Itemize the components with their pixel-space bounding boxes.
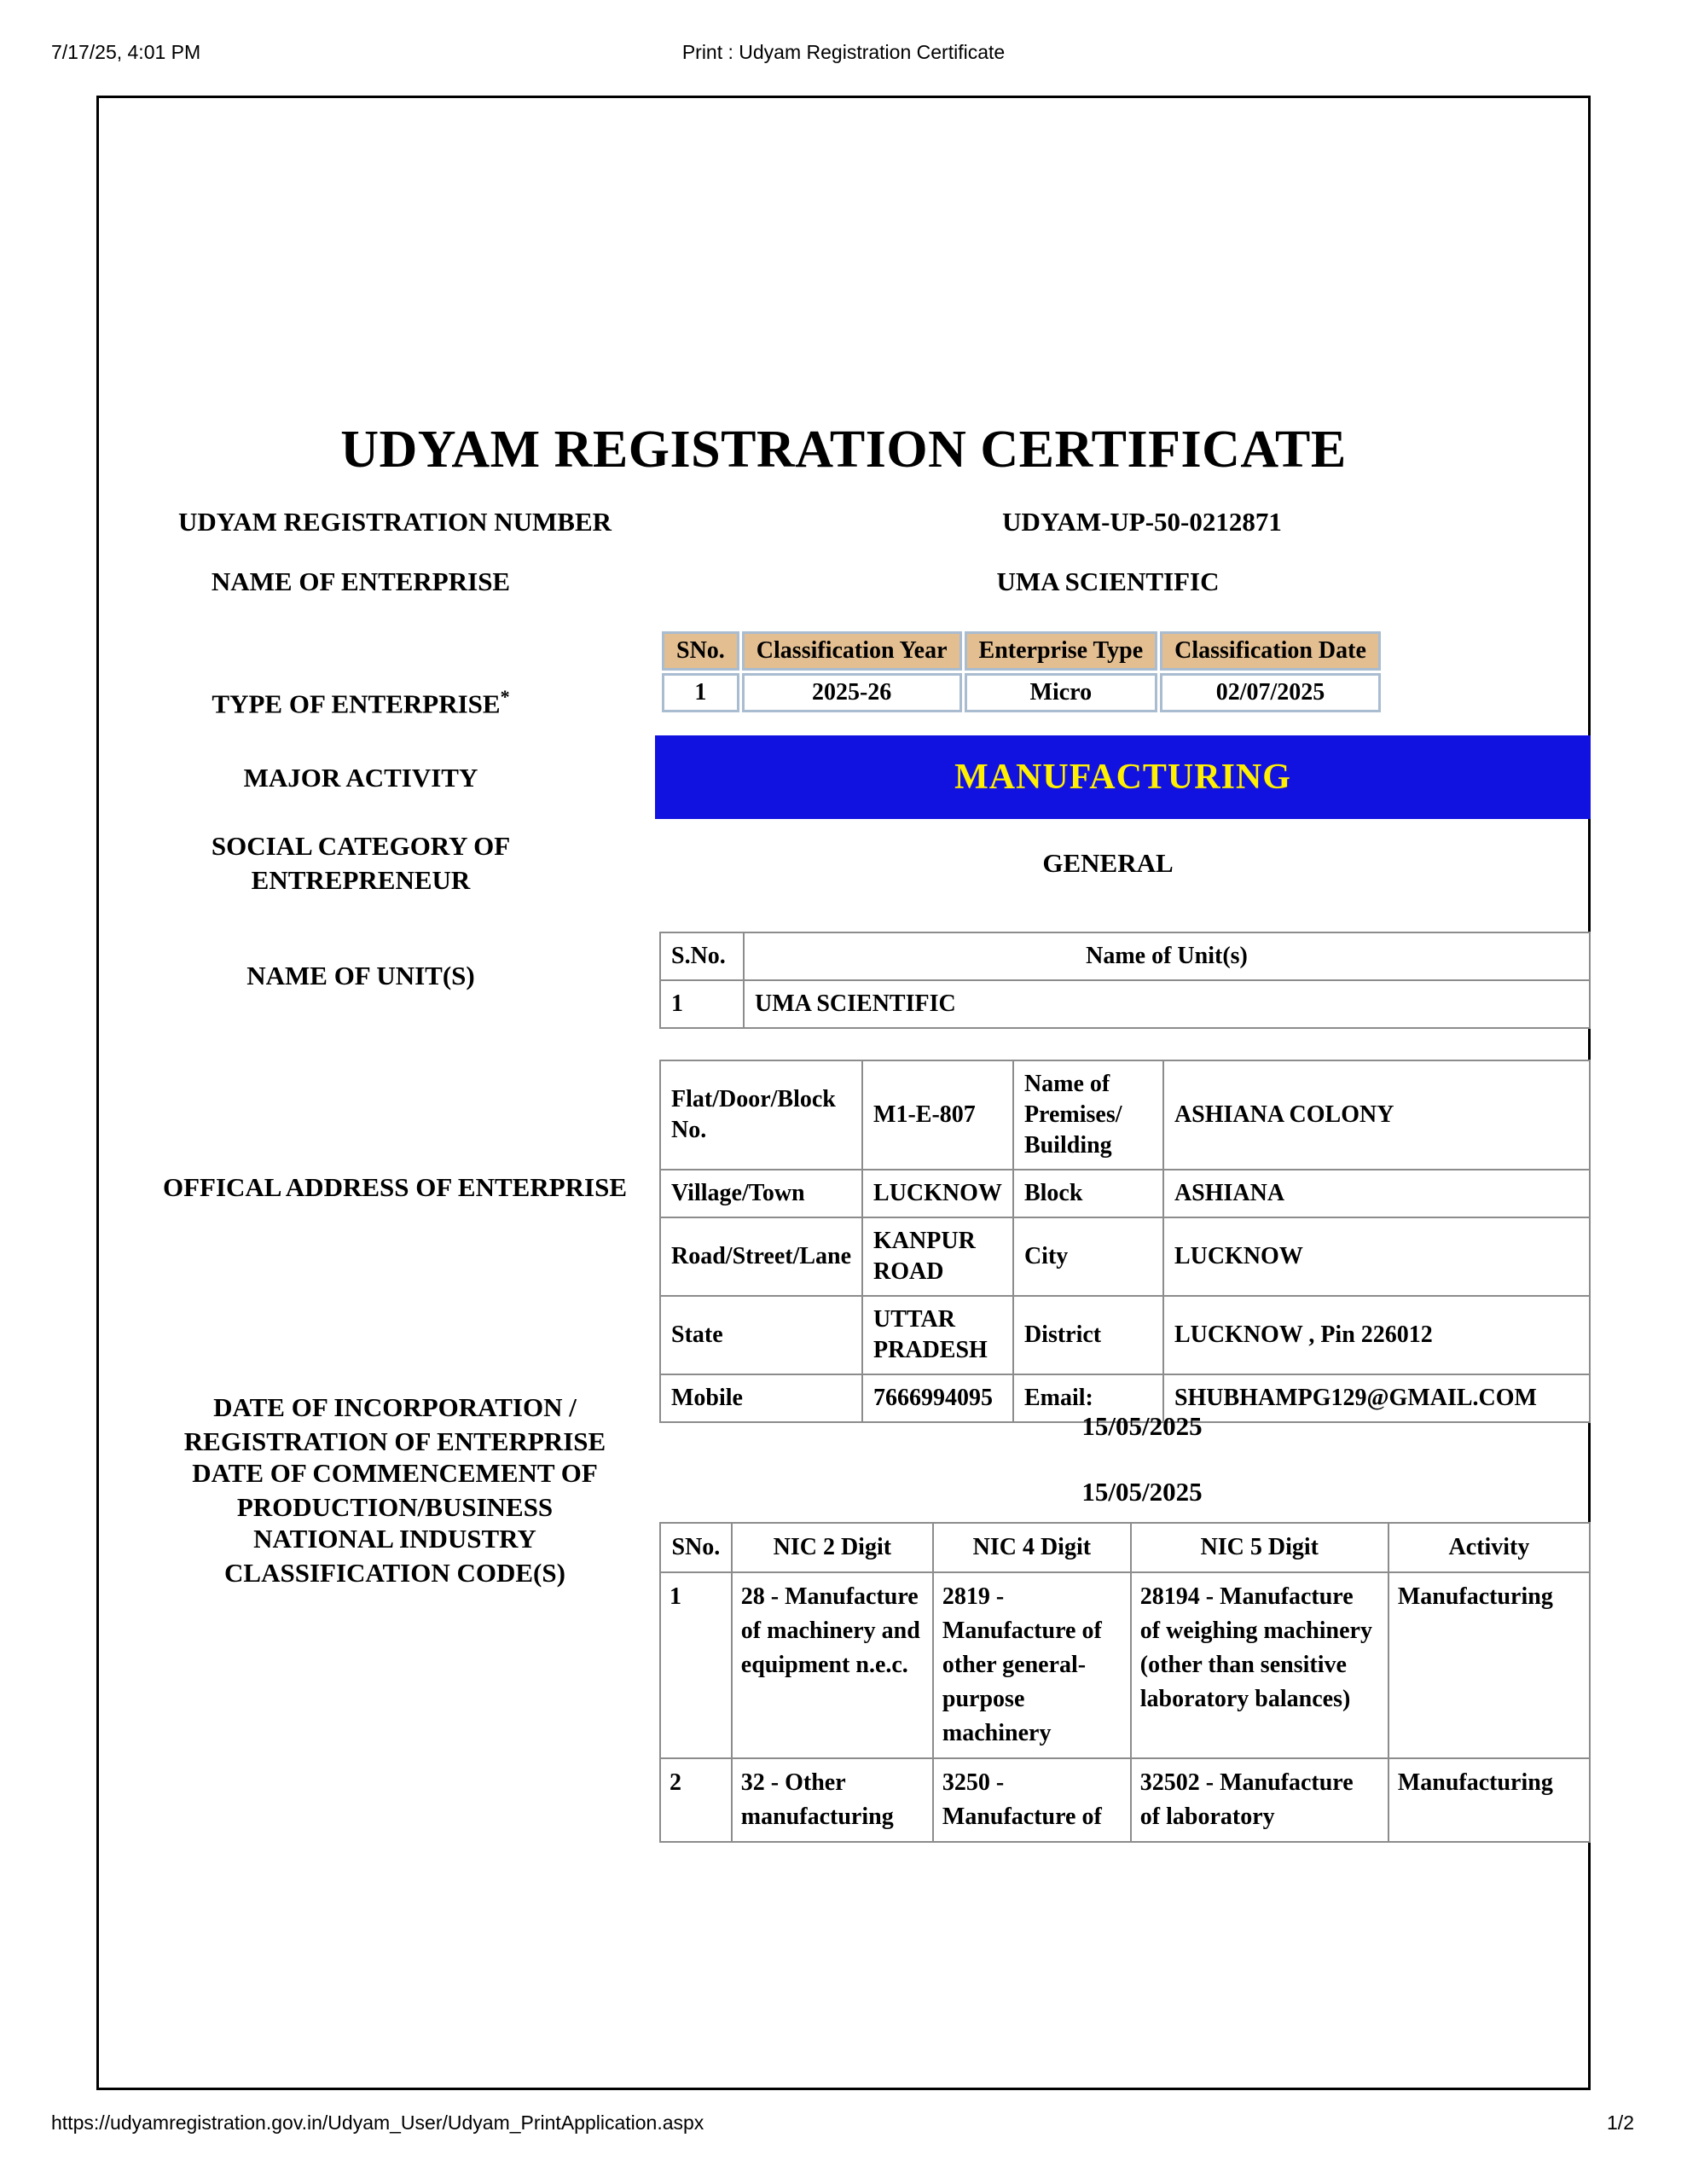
nic-cell-2digit-1: 28 - Manufacture of machinery and equipment n.e.c. — [732, 1572, 933, 1758]
nic-cell-sno-1: 1 — [660, 1572, 732, 1758]
address-key-premises: Name of Premises/ Building — [1013, 1060, 1163, 1170]
major-activity-banner — [655, 735, 1591, 819]
social-category-label-line1: SOCIAL CATEGORY OF — [211, 831, 511, 861]
address-value-village: LUCKNOW — [862, 1170, 1013, 1217]
major-activity-value: MANUFACTURING — [954, 758, 1291, 797]
date-of-commencement-label — [96, 1456, 693, 1525]
date-of-incorporation-label-line1: DATE OF INCORPORATION / — [213, 1392, 577, 1422]
nic-cell-2digit-2: 32 - Other manufacturing — [732, 1758, 933, 1842]
table-row — [662, 673, 1381, 712]
address-value-city: LUCKNOW — [1163, 1217, 1590, 1296]
table-row — [660, 1217, 1590, 1296]
classification-col-type: Enterprise Type — [965, 631, 1158, 671]
nic-col-2digit: NIC 2 Digit — [732, 1523, 933, 1572]
official-address-label: OFFICAL ADDRESS OF ENTERPRISE — [162, 1172, 628, 1202]
classification-col-year: Classification Year — [742, 631, 962, 671]
nic-table-header-row — [660, 1523, 1590, 1572]
print-timestamp: 7/17/25, 4:01 PM — [51, 41, 201, 63]
social-category-label — [96, 829, 625, 897]
classification-table — [659, 629, 1383, 715]
nic-codes-table — [659, 1522, 1591, 1843]
address-key-state: State — [660, 1296, 862, 1374]
registration-number-value: UDYAM-UP-50-0212871 — [1002, 507, 1282, 537]
units-table — [659, 932, 1591, 1029]
type-of-enterprise-label-text: TYPE OF ENTERPRISE — [212, 688, 501, 719]
table-row — [660, 1296, 1590, 1374]
classification-cell-type: Micro — [965, 673, 1158, 712]
table-row — [660, 1170, 1590, 1217]
date-of-commencement-value: 15/05/2025 — [1081, 1477, 1203, 1507]
enterprise-name-label: NAME OF ENTERPRISE — [211, 566, 511, 596]
address-value-mobile: 7666994095 — [862, 1374, 1013, 1422]
nic-cell-activity-2: Manufacturing — [1388, 1758, 1590, 1842]
asterisk-marker: * — [500, 686, 510, 707]
address-key-block: Block — [1013, 1170, 1163, 1217]
print-source-url: https://udyamregistration.gov.in/Udyam_User/Udyam_PrintApplication.aspx — [51, 2111, 704, 2134]
address-value-district: LUCKNOW , Pin 226012 — [1163, 1296, 1590, 1374]
page-title: UDYAM REGISTRATION CERTIFICATE — [340, 421, 1347, 479]
classification-col-date: Classification Date — [1160, 631, 1381, 671]
address-value-premises: ASHIANA COLONY — [1163, 1060, 1590, 1170]
address-key-district: District — [1013, 1296, 1163, 1374]
name-of-units-label: NAME OF UNIT(S) — [246, 961, 475, 990]
nic-cell-4digit-2: 3250 - Manufacture of — [933, 1758, 1131, 1842]
classification-col-sno: SNo. — [662, 631, 739, 671]
units-col-sno: S.No. — [660, 932, 744, 980]
classification-cell-sno: 1 — [662, 673, 739, 712]
classification-table-header-row — [662, 631, 1381, 671]
nic-cell-5digit-2: 32502 - Manufacture of laboratory — [1131, 1758, 1388, 1842]
units-cell-name: UMA SCIENTIFIC — [744, 980, 1590, 1028]
address-value-state: UTTAR PRADESH — [862, 1296, 1013, 1374]
type-of-enterprise-label — [96, 680, 625, 721]
classification-cell-year: 2025-26 — [742, 673, 962, 712]
nic-codes-label-line1: NATIONAL INDUSTRY — [253, 1524, 536, 1554]
social-category-value: GENERAL — [1042, 848, 1174, 878]
major-activity-label: MAJOR ACTIVITY — [243, 763, 478, 793]
date-of-commencement-label-line1: DATE OF COMMENCEMENT OF — [192, 1458, 598, 1488]
date-of-incorporation-label — [96, 1391, 693, 1459]
address-key-flat: Flat/Door/Block No. — [660, 1060, 862, 1170]
table-row — [660, 980, 1590, 1028]
date-of-commencement-label-line2: PRODUCTION/BUSINESS — [236, 1492, 554, 1522]
nic-col-5digit: NIC 5 Digit — [1131, 1523, 1388, 1572]
print-document-title: Print : Udyam Registration Certificate — [681, 41, 1006, 63]
date-of-incorporation-value: 15/05/2025 — [1081, 1411, 1203, 1441]
table-row — [660, 1758, 1590, 1842]
nic-cell-4digit-1: 2819 - Manufacture of other general-purpose machinery — [933, 1572, 1131, 1758]
nic-cell-activity-1: Manufacturing — [1388, 1572, 1590, 1758]
units-table-header-row — [660, 932, 1590, 980]
units-col-name: Name of Unit(s) — [744, 932, 1590, 980]
address-value-road: KANPUR ROAD — [862, 1217, 1013, 1296]
table-row — [660, 1060, 1590, 1170]
address-value-block: ASHIANA — [1163, 1170, 1590, 1217]
udyam-certificate — [96, 96, 1591, 2090]
address-value-flat: M1-E-807 — [862, 1060, 1013, 1170]
social-category-label-line2: ENTREPRENEUR — [251, 865, 471, 895]
nic-cell-5digit-1: 28194 - Manufacture of weighing machinery (other than sensitive laboratory balances) — [1131, 1572, 1388, 1758]
address-key-mobile: Mobile — [660, 1374, 862, 1422]
nic-codes-label-line2: CLASSIFICATION CODE(S) — [224, 1558, 565, 1588]
table-row — [660, 1572, 1590, 1758]
print-footer — [0, 2111, 1687, 2137]
classification-cell-date: 02/07/2025 — [1160, 673, 1381, 712]
print-header — [0, 41, 1687, 67]
registration-number-label: UDYAM REGISTRATION NUMBER — [177, 507, 612, 537]
address-value-email: SHUBHAMPG129@GMAIL.COM — [1163, 1374, 1590, 1422]
enterprise-name-value: UMA SCIENTIFIC — [996, 566, 1220, 596]
date-of-incorporation-label-line2: REGISTRATION OF ENTERPRISE — [183, 1426, 606, 1456]
address-key-village: Village/Town — [660, 1170, 862, 1217]
nic-cell-sno-2: 2 — [660, 1758, 732, 1842]
address-key-city: City — [1013, 1217, 1163, 1296]
nic-codes-label — [96, 1522, 693, 1590]
units-cell-sno: 1 — [660, 980, 744, 1028]
address-key-road: Road/Street/Lane — [660, 1217, 862, 1296]
nic-col-activity: Activity — [1388, 1523, 1590, 1572]
nic-col-sno: SNo. — [660, 1523, 732, 1572]
nic-col-4digit: NIC 4 Digit — [933, 1523, 1131, 1572]
print-page-number: 1/2 — [1607, 2111, 1634, 2134]
address-key-email: Email: — [1013, 1374, 1163, 1422]
address-table — [659, 1060, 1591, 1423]
